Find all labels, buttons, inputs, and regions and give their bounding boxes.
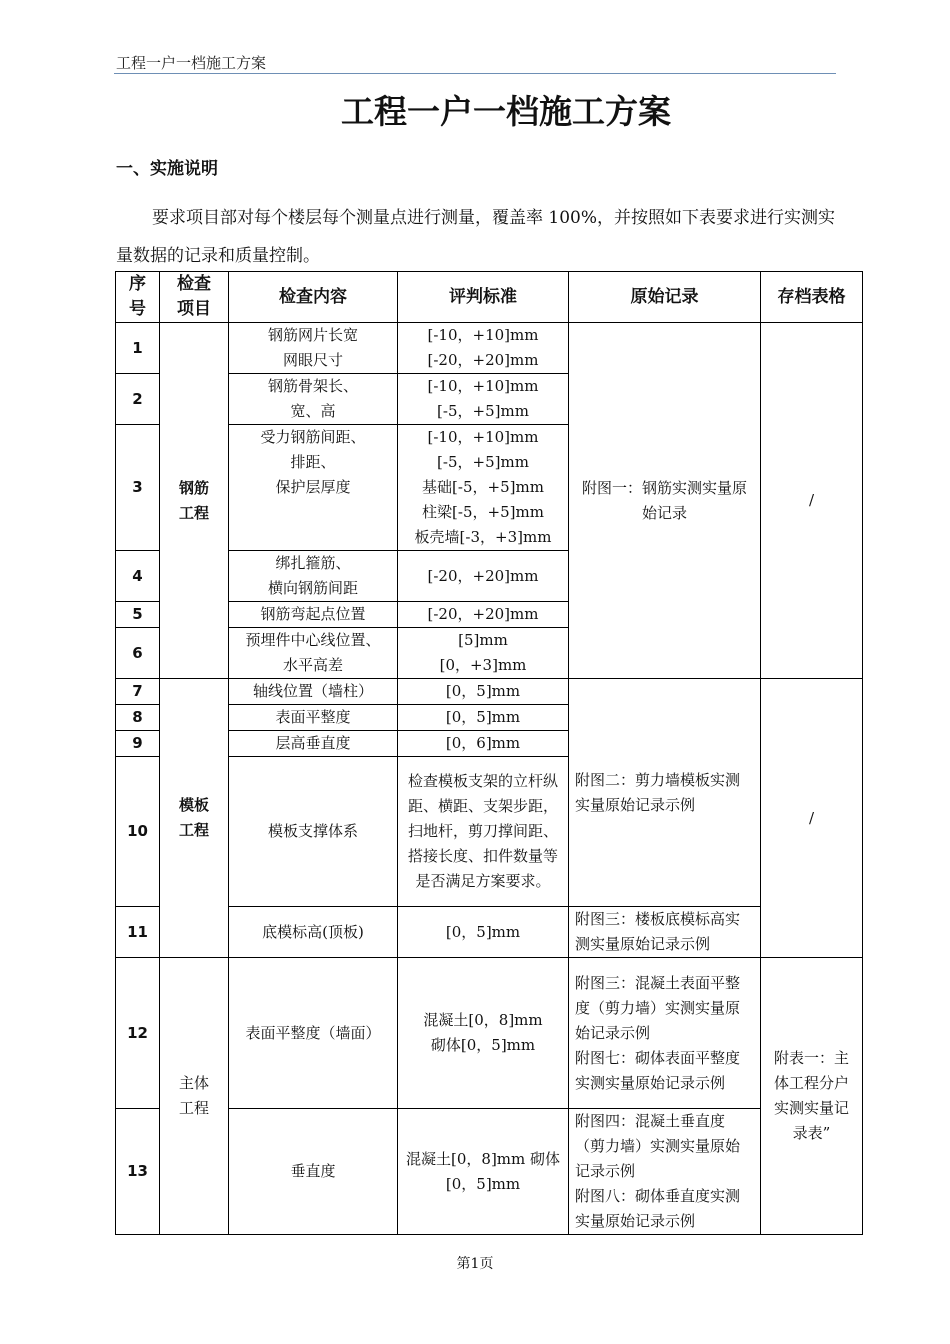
row-seq: 11 bbox=[116, 907, 160, 958]
row-standard: 检查模板支架的立杆纵距、横距、支架步距，扫地杆，剪刀撑间距、搭接长度、扣件数量等是否满足方案要求。 bbox=[398, 757, 569, 907]
record-cell: 附图三：混凝土表面平整度（剪力墙）实测实量原始记录示例 附图七：砌体表面平整度实测实量原始记录示例 bbox=[569, 958, 761, 1109]
document-title: 工程一户一档施工方案 bbox=[341, 92, 671, 131]
category-cell bbox=[160, 323, 229, 679]
row-content: 层高垂直度 bbox=[229, 731, 398, 757]
record-label: 附图二：剪力墙模板实测实量原始记录示例 bbox=[575, 770, 741, 814]
row-seq: 9 bbox=[116, 731, 160, 757]
row-seq: 2 bbox=[116, 374, 160, 425]
row-seq: 12 bbox=[116, 958, 160, 1109]
inspection-table bbox=[115, 271, 863, 1235]
row-standard: [0，5]mm bbox=[398, 705, 569, 731]
category-label: 模板工程 bbox=[178, 796, 209, 839]
category-label: 钢筋工程 bbox=[178, 478, 209, 522]
row-standard: [5]mm [0，+3]mm bbox=[398, 628, 569, 679]
header-record: 原始记录 bbox=[569, 272, 761, 323]
header-seq: 序号 bbox=[116, 272, 160, 323]
row-seq: 5 bbox=[116, 602, 160, 628]
page-header: 工程一户一档施工方案 bbox=[116, 54, 267, 72]
row-content: 钢筋骨架长、 宽、高 bbox=[229, 374, 398, 425]
row-content: 绑扎箍筋、 横向钢筋间距 bbox=[229, 551, 398, 602]
table-row bbox=[116, 958, 863, 1109]
row-content: 底模标高(顶板) bbox=[229, 907, 398, 958]
archive-cell: / bbox=[761, 679, 863, 958]
row-content: 表面平整度（墙面） bbox=[229, 958, 398, 1109]
section-heading: 一、实施说明 bbox=[116, 159, 218, 179]
table-header-row bbox=[116, 272, 863, 323]
row-content: 模板支撑体系 bbox=[229, 757, 398, 907]
row-seq: 3 bbox=[116, 425, 160, 551]
row-standard: [-20，+20]mm bbox=[398, 551, 569, 602]
row-standard: [-10，+10]mm [-5，+5]mm bbox=[398, 374, 569, 425]
record-cell: 附图四：混凝土垂直度（剪力墙）实测实量原始记录示例 附图八：砌体垂直度实测实量原始记录示例 bbox=[569, 1109, 761, 1235]
record-label: 附图一：钢筋实测实量原始记录 bbox=[581, 478, 747, 522]
header-archive: 存档表格 bbox=[761, 272, 863, 323]
row-seq: 4 bbox=[116, 551, 160, 602]
category-label: 主体工程 bbox=[178, 1074, 209, 1117]
category-cell bbox=[160, 958, 229, 1235]
row-content: 钢筋弯起点位置 bbox=[229, 602, 398, 628]
row-content: 钢筋网片长宽 网眼尺寸 bbox=[229, 323, 398, 374]
row-standard: [0，5]mm bbox=[398, 907, 569, 958]
row-seq: 1 bbox=[116, 323, 160, 374]
row-content: 轴线位置（墙柱） bbox=[229, 679, 398, 705]
row-standard: 混凝土[0，8]mm 砌体[0，5]mm bbox=[398, 1109, 569, 1235]
row-content: 预埋件中心线位置、 水平高差 bbox=[229, 628, 398, 679]
row-standard: [-10，+10]mm [-5，+5]mm 基础[-5，+5]mm 柱梁[-5，+5]mm 板壳墙[-3，+3]mm bbox=[398, 425, 569, 551]
row-seq: 13 bbox=[116, 1109, 160, 1235]
intro-paragraph: 要求项目部对每个楼层每个测量点进行测量，覆盖率 100%，并按照如下表要求进行实测实量数据的记录和质量控制。 bbox=[116, 208, 836, 266]
row-standard: [-20，+20]mm bbox=[398, 602, 569, 628]
row-seq: 7 bbox=[116, 679, 160, 705]
row-standard: [-10，+10]mm [-20，+20]mm bbox=[398, 323, 569, 374]
row-seq: 10 bbox=[116, 757, 160, 907]
header-content: 检查内容 bbox=[229, 272, 398, 323]
category-cell bbox=[160, 679, 229, 958]
row-standard: 混凝土[0，8]mm 砌体[0，5]mm bbox=[398, 958, 569, 1109]
archive-cell: / bbox=[761, 323, 863, 679]
row-content: 垂直度 bbox=[229, 1109, 398, 1235]
table-row bbox=[116, 323, 863, 374]
row-content: 表面平整度 bbox=[229, 705, 398, 731]
row-standard: [0，6]mm bbox=[398, 731, 569, 757]
record-cell: 附图三：楼板底模标高实测实量原始记录示例 bbox=[569, 907, 761, 958]
table-row bbox=[116, 907, 863, 958]
record-cell bbox=[569, 679, 761, 907]
row-content: 受力钢筋间距、 排距、 保护层厚度 bbox=[229, 425, 398, 551]
header-divider bbox=[114, 73, 836, 74]
header-item: 检查项目 bbox=[160, 272, 229, 323]
record-cell bbox=[569, 323, 761, 679]
row-standard: [0，5]mm bbox=[398, 679, 569, 705]
table-row bbox=[116, 1109, 863, 1235]
row-seq: 6 bbox=[116, 628, 160, 679]
row-seq: 8 bbox=[116, 705, 160, 731]
table-row bbox=[116, 679, 863, 705]
archive-cell bbox=[761, 958, 863, 1235]
header-standard: 评判标准 bbox=[398, 272, 569, 323]
page-number: 第1页 bbox=[456, 1256, 494, 1272]
archive-label: 附表一：主体工程分户实测实量记录表” bbox=[773, 1049, 849, 1142]
